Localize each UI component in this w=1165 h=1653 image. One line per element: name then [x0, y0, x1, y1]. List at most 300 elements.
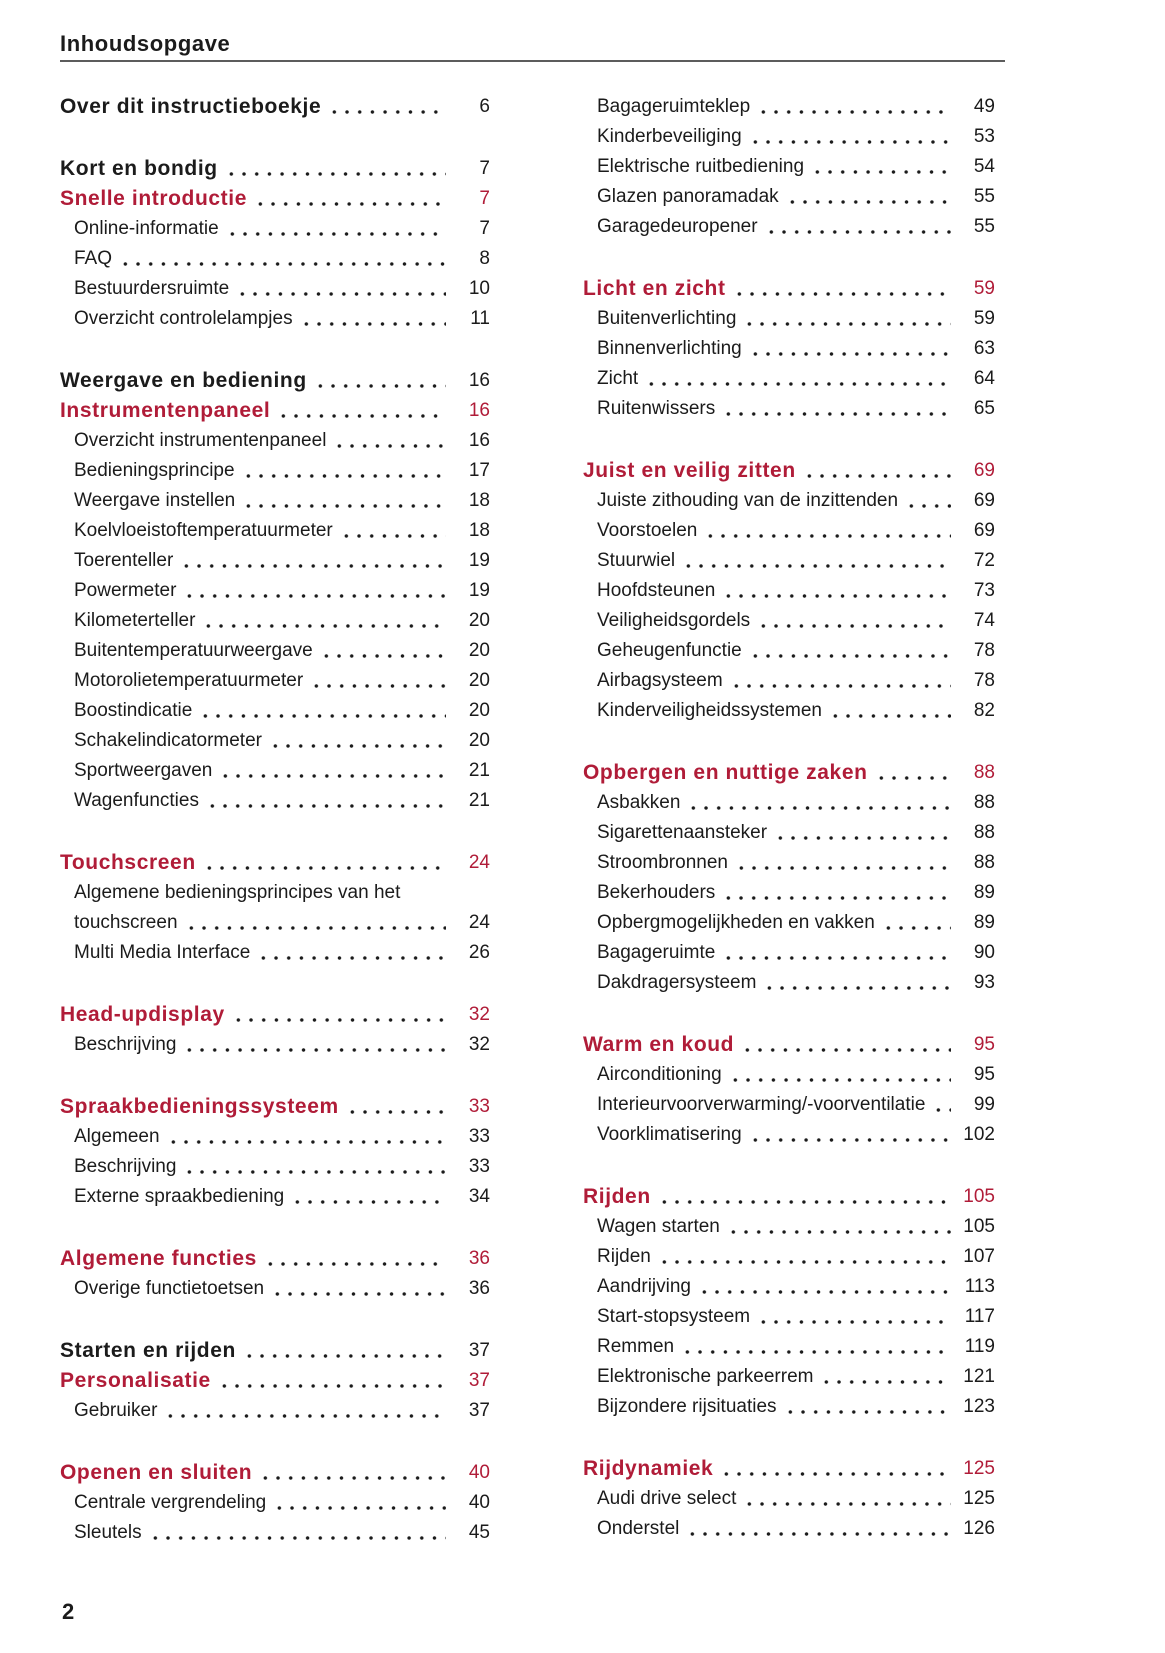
toc-entry-label: Starten en rijden: [60, 1339, 236, 1362]
toc-page-number: 99: [973, 1094, 995, 1115]
toc-entry-label: Powermeter: [74, 580, 177, 601]
toc-entry: [60, 1366, 490, 1396]
toc-page-number: 78: [973, 640, 995, 661]
toc-leader-dots: [730, 666, 951, 696]
toc-entry: [583, 576, 995, 606]
toc-entry-label: Start-stopsysteem: [597, 1306, 751, 1327]
toc-leader-dots: [202, 606, 446, 636]
toc-leader-dots: [219, 756, 446, 786]
toc-page-number: 121: [963, 1366, 995, 1387]
toc-entry-label: Glazen panoramadak: [597, 186, 779, 207]
toc-entry-label: Weergave en bediening: [60, 369, 307, 392]
toc-entry-label: Stuurwiel: [597, 550, 676, 571]
toc-leader-dots: [185, 908, 446, 938]
toc-page-number: 105: [963, 1216, 995, 1237]
toc-entry: [583, 152, 995, 182]
toc-entry-label: Rijden: [583, 1185, 651, 1208]
toc-entry-label: Kort en bondig: [60, 157, 218, 180]
toc-page-number: 37: [468, 1400, 490, 1421]
toc-entry-label: touchscreen: [74, 912, 178, 933]
toc-entry-label: Opbergmogelijkheden en vakken: [597, 912, 875, 933]
toc-entry-label: Algemene bedieningsprincipes van het: [74, 882, 401, 903]
toc-block: [60, 366, 490, 816]
toc-leader-dots: [749, 334, 951, 364]
toc-leader-dots: [681, 1332, 951, 1362]
toc-entry-label: Wagen starten: [597, 1216, 720, 1237]
toc-leader-dots: [743, 304, 951, 334]
toc-entry: [583, 1392, 995, 1422]
toc-block: [60, 154, 490, 334]
toc-entry-label: Elektronische parkeerrem: [597, 1366, 814, 1387]
toc-leader-dots: [259, 1458, 446, 1488]
toc-page-number: 73: [973, 580, 995, 601]
toc-page-number: 18: [468, 490, 490, 511]
toc-page-number: 95: [973, 1064, 995, 1085]
toc-page-number: 69: [973, 490, 995, 511]
toc-page-number: 82: [973, 700, 995, 721]
toc-entry: [583, 1120, 995, 1150]
toc-entry: [60, 366, 490, 396]
toc-page-number: 36: [468, 1278, 490, 1299]
toc-leader-dots: [786, 182, 951, 212]
toc-entry-label: Asbakken: [597, 792, 681, 813]
toc-entry-label: Spraakbedieningssysteem: [60, 1095, 339, 1118]
toc-page-number: 19: [468, 550, 490, 571]
toc-entry-label: Hoofdsteunen: [597, 580, 716, 601]
toc-leader-dots: [236, 274, 446, 304]
toc-entry-label: Sigarettenaansteker: [597, 822, 768, 843]
toc-entry-label: Dakdragersysteem: [597, 972, 757, 993]
toc-page-number: 20: [468, 700, 490, 721]
toc-page-number: 119: [964, 1336, 995, 1357]
toc-block: [60, 1000, 490, 1060]
toc-leader-dots: [218, 1366, 446, 1396]
toc-entry-label: Snelle introductie: [60, 187, 247, 210]
toc-entry-label: Multi Media Interface: [74, 942, 251, 963]
toc-entry-label: Overzicht controlelampjes: [74, 308, 293, 329]
toc-page-number: 125: [963, 1458, 995, 1479]
toc-page-number: 34: [468, 1186, 490, 1207]
toc-leader-dots: [749, 1120, 951, 1150]
toc-entry-label: Beschrijving: [74, 1156, 177, 1177]
toc-leader-dots: [720, 1454, 951, 1484]
toc-entry: [60, 244, 490, 274]
toc-block: [583, 92, 995, 242]
toc-entry-label: Airbagsysteem: [597, 670, 723, 691]
toc-leader-dots: [183, 576, 446, 606]
toc-entry: [583, 1242, 995, 1272]
toc-leader-dots: [757, 92, 951, 122]
toc-leader-dots: [743, 1484, 951, 1514]
toc-page-number: 37: [468, 1370, 490, 1391]
toc-entry-label: Externe spraakbediening: [74, 1186, 285, 1207]
toc-block: [60, 1336, 490, 1426]
toc-entry-label: Overzicht instrumentenpaneel: [74, 430, 327, 451]
toc-entry: [60, 848, 490, 878]
toc-entry: [60, 1092, 490, 1122]
toc-page-number: 88: [973, 762, 995, 783]
toc-leader-dots: [180, 546, 446, 576]
toc-entry-label: Beschrijving: [74, 1034, 177, 1055]
toc-entry-label: Opbergen en nuttige zaken: [583, 761, 868, 784]
toc-page-number: 74: [973, 610, 995, 631]
toc-leader-dots: [820, 1362, 951, 1392]
toc-entry-label: Personalisatie: [60, 1369, 211, 1392]
toc-page-number: 20: [468, 670, 490, 691]
toc-entry: [60, 1518, 490, 1548]
toc-entry: [60, 1336, 490, 1366]
toc-entry: [583, 606, 995, 636]
toc-leader-dots: [242, 486, 446, 516]
toc-entry: [583, 1302, 995, 1332]
toc-page-number: 69: [973, 520, 995, 541]
toc-page-number: 72: [973, 550, 995, 571]
toc-entry-label: Bestuurdersruimte: [74, 278, 230, 299]
toc-leader-dots: [932, 1090, 951, 1120]
toc-leader-dots: [206, 786, 446, 816]
toc-entry-label: Licht en zicht: [583, 277, 726, 300]
toc-entry-label: Zicht: [597, 368, 639, 389]
toc-entry-label: Buitentemperatuurweergave: [74, 640, 313, 661]
toc-leader-dots: [310, 666, 446, 696]
toc-entry: [60, 576, 490, 606]
toc-entry-label: Algemeen: [74, 1126, 160, 1147]
toc-entry: [60, 1000, 490, 1030]
toc-leader-dots: [704, 516, 951, 546]
toc-entry-label: Bedieningsprincipe: [74, 460, 235, 481]
toc-entry: [60, 274, 490, 304]
toc-leader-dots: [682, 546, 951, 576]
toc-leader-dots: [757, 1302, 951, 1332]
toc-page-number: 24: [468, 912, 490, 933]
toc-leader-dots: [164, 1396, 446, 1426]
toc-entry-label: Schakelindicatormeter: [74, 730, 262, 751]
toc-leader-dots: [203, 848, 446, 878]
toc-entry: [583, 696, 995, 726]
toc-entry-label: Wagenfuncties: [74, 790, 199, 811]
toc-entry: [60, 426, 490, 456]
toc-leader-dots: [722, 938, 951, 968]
toc-entry: [583, 1090, 995, 1120]
toc-entry-label: Koelvloeistoftemperatuurmeter: [74, 520, 333, 541]
toc-leader-dots: [346, 1092, 446, 1122]
toc-page-number: 88: [973, 852, 995, 873]
toc-leader-dots: [882, 908, 951, 938]
toc-page-number: 55: [973, 186, 995, 207]
toc-entry-label: Bekerhouders: [597, 882, 716, 903]
toc-entry: [60, 304, 490, 334]
toc-entry-label: Aandrijving: [597, 1276, 691, 1297]
title-underline-rule: [60, 60, 1005, 62]
toc-page-number: 113: [964, 1276, 995, 1297]
toc-page-number: 117: [964, 1306, 995, 1327]
toc-page-number: 88: [973, 792, 995, 813]
toc-entry-label: Warm en koud: [583, 1033, 735, 1056]
page-title: Inhoudsopgave: [60, 31, 231, 56]
toc-page-number: 65: [973, 398, 995, 419]
toc-entry: [60, 878, 490, 908]
toc-entry: [583, 1362, 995, 1392]
toc-column-right: [583, 92, 995, 1544]
toc-entry-label: Geheugenfunctie: [597, 640, 742, 661]
toc-block: [583, 1454, 995, 1544]
toc-page-number: 21: [468, 760, 490, 781]
toc-entry-label: Weergave instellen: [74, 490, 236, 511]
toc-entry: [60, 726, 490, 756]
toc-entry-label: Kilometerteller: [74, 610, 196, 631]
toc-entry-label: Remmen: [597, 1336, 675, 1357]
toc-leader-dots: [333, 426, 446, 456]
toc-page-number: 20: [468, 640, 490, 661]
toc-entry: [583, 1272, 995, 1302]
toc-entry: [60, 1458, 490, 1488]
toc-entry-label: Bijzondere rijsituaties: [597, 1396, 777, 1417]
toc-entry-label: Openen en sluiten: [60, 1461, 253, 1484]
toc-leader-dots: [722, 878, 951, 908]
toc-entry: [583, 1484, 995, 1514]
toc-entry-label: Juist en veilig zitten: [583, 459, 796, 482]
toc-page-number: 7: [479, 218, 490, 239]
toc-page-number: 20: [468, 610, 490, 631]
toc-entry-label: Elektrische ruitbediening: [597, 156, 805, 177]
toc-page-number: 123: [963, 1396, 995, 1417]
toc-entry: [60, 606, 490, 636]
toc-entry-label: Onderstel: [597, 1518, 680, 1539]
toc-leader-dots: [269, 726, 446, 756]
toc-page-number: 6: [479, 96, 490, 117]
toc-page-number: 16: [468, 370, 490, 391]
toc-page-number: 69: [973, 460, 995, 481]
toc-page-number: 19: [468, 580, 490, 601]
toc-page-number: 18: [468, 520, 490, 541]
toc-entry-label: Garagedeuropener: [597, 216, 758, 237]
toc-entry-label: Kinderveiligheidssystemen: [597, 700, 822, 721]
toc-entry: [583, 788, 995, 818]
toc-entry: [583, 304, 995, 334]
toc-page-number: 33: [468, 1126, 490, 1147]
toc-entry: [60, 786, 490, 816]
toc-page-number: 45: [468, 1522, 490, 1543]
toc-page-number: 53: [973, 126, 995, 147]
toc-page-number: 59: [973, 278, 995, 299]
toc-leader-dots: [264, 1244, 446, 1274]
toc-leader-dots: [875, 758, 951, 788]
toc-page-number: 93: [973, 972, 995, 993]
toc-page-number: 102: [963, 1124, 995, 1145]
toc-page-number: 126: [963, 1518, 995, 1539]
toc-entry-label: Over dit instructieboekje: [60, 95, 322, 118]
toc-page-number: 16: [468, 400, 490, 421]
toc-entry: [60, 456, 490, 486]
toc-entry-label: Airconditioning: [597, 1064, 722, 1085]
toc-entry: [583, 274, 995, 304]
toc-entry-label: Voorstoelen: [597, 520, 698, 541]
toc-leader-dots: [698, 1272, 951, 1302]
toc-entry: [583, 1182, 995, 1212]
toc-page-number: 24: [468, 852, 490, 873]
toc-page-number: 125: [963, 1488, 995, 1509]
toc-entry: [583, 908, 995, 938]
toc-entry-label: Gebruiker: [74, 1400, 158, 1421]
toc-page-number: 33: [468, 1156, 490, 1177]
toc-page-number: 17: [468, 460, 490, 481]
toc-leader-dots: [271, 1274, 446, 1304]
toc-entry: [60, 516, 490, 546]
toc-entry-label: Kinderbeveiliging: [597, 126, 742, 147]
toc-leader-dots: [257, 938, 446, 968]
toc-leader-dots: [905, 486, 951, 516]
toc-block: [583, 274, 995, 424]
toc-page-number: 89: [973, 882, 995, 903]
toc-page-number: 40: [468, 1492, 490, 1513]
toc-entry-label: Touchscreen: [60, 851, 196, 874]
toc-entry: [583, 666, 995, 696]
toc-entry: [583, 546, 995, 576]
toc-leader-dots: [733, 274, 951, 304]
toc-leader-dots: [149, 1518, 446, 1548]
toc-entry: [583, 456, 995, 486]
toc-page-number: 11: [470, 308, 490, 329]
toc-entry: [60, 756, 490, 786]
toc-page-number: 107: [963, 1246, 995, 1267]
toc-leader-dots: [183, 1152, 446, 1182]
toc-entry: [583, 848, 995, 878]
toc-entry: [583, 182, 995, 212]
toc-entry: [60, 214, 490, 244]
toc-leader-dots: [242, 456, 446, 486]
toc-page-number: 89: [973, 912, 995, 933]
toc-leader-dots: [243, 1336, 446, 1366]
toc-entry-label: Toerenteller: [74, 550, 174, 571]
toc-entry-label: Centrale vergrendeling: [74, 1492, 267, 1513]
toc-page-number: 21: [468, 790, 490, 811]
toc-page-number: 32: [468, 1034, 490, 1055]
toc-leader-dots: [645, 364, 951, 394]
toc-entry: [60, 184, 490, 214]
toc-block: [60, 1244, 490, 1304]
toc-leader-dots: [757, 606, 951, 636]
toc-leader-dots: [314, 366, 446, 396]
toc-page-number: 105: [963, 1186, 995, 1207]
toc-leader-dots: [741, 1030, 951, 1060]
toc-entry: [583, 1514, 995, 1544]
toc-entry-label: FAQ: [74, 248, 113, 269]
toc-entry: [60, 908, 490, 938]
toc-page-number: 16: [468, 430, 490, 451]
toc-entry: [583, 516, 995, 546]
toc-leader-dots: [658, 1242, 951, 1272]
toc-page-number: 90: [973, 942, 995, 963]
toc-page-number: 49: [973, 96, 995, 117]
toc-column-left: [60, 92, 490, 1548]
toc-entry-label: Juiste zithouding van de inzittenden: [597, 490, 899, 511]
toc-entry: [583, 1454, 995, 1484]
toc-leader-dots: [328, 92, 446, 122]
toc-page-number: 26: [468, 942, 490, 963]
toc-block: [583, 456, 995, 726]
toc-entry: [583, 1060, 995, 1090]
toc-leader-dots: [829, 696, 951, 726]
toc-entry: [60, 486, 490, 516]
toc-entry: [583, 938, 995, 968]
toc-leader-dots: [749, 636, 951, 666]
toc-page-number: 7: [479, 188, 490, 209]
toc-leader-dots: [254, 184, 446, 214]
toc-entry-label: Ruitenwissers: [597, 398, 716, 419]
toc-leader-dots: [722, 576, 951, 606]
toc-leader-dots: [119, 244, 446, 274]
toc-entry-label: Sleutels: [74, 1522, 142, 1543]
toc-page-number: 32: [468, 1004, 490, 1025]
toc-leader-dots: [774, 818, 951, 848]
toc-entry-label: Motorolietemperatuurmeter: [74, 670, 304, 691]
toc-page-number: 88: [973, 822, 995, 843]
toc-page-number: 10: [468, 278, 490, 299]
toc-leader-dots: [729, 1060, 951, 1090]
toc-leader-dots: [273, 1488, 446, 1518]
footer-page-number: 2: [62, 1599, 75, 1624]
toc-entry: [583, 758, 995, 788]
toc-entry: [60, 1152, 490, 1182]
toc-leader-dots: [225, 154, 446, 184]
toc-entry: [60, 92, 490, 122]
toc-block: [583, 1182, 995, 1422]
toc-leader-dots: [803, 456, 951, 486]
toc-entry: [583, 1030, 995, 1060]
toc-page-number: 55: [973, 216, 995, 237]
toc-page-number: 33: [468, 1096, 490, 1117]
toc-entry-label: Interieurvoorverwarming/-voorventilatie: [597, 1094, 926, 1115]
toc-block: [583, 1030, 995, 1150]
toc-leader-dots: [765, 212, 951, 242]
toc-page-number: 63: [973, 338, 995, 359]
toc-leader-dots: [658, 1182, 951, 1212]
toc-entry: [583, 1212, 995, 1242]
toc-leader-dots: [763, 968, 951, 998]
toc-entry-label: Rijden: [597, 1246, 651, 1267]
toc-entry: [60, 1274, 490, 1304]
toc-leader-dots: [199, 696, 446, 726]
toc-leader-dots: [277, 396, 446, 426]
toc-entry: [583, 968, 995, 998]
toc-block: [60, 1458, 490, 1548]
toc-page-number: 36: [468, 1248, 490, 1269]
toc-page-number: 20: [468, 730, 490, 751]
toc-page-number: 37: [468, 1340, 490, 1361]
toc-entry-label: Stroombronnen: [597, 852, 728, 873]
toc-block: [60, 848, 490, 968]
toc-entry: [60, 1122, 490, 1152]
toc-entry-label: Sportweergaven: [74, 760, 213, 781]
toc-entry: [60, 666, 490, 696]
toc-entry-label: Buitenverlichting: [597, 308, 737, 329]
toc-leader-dots: [291, 1182, 446, 1212]
toc-entry-label: Boostindicatie: [74, 700, 193, 721]
toc-entry: [583, 818, 995, 848]
toc-entry: [60, 1244, 490, 1274]
toc-leader-dots: [722, 394, 951, 424]
toc-entry: [60, 154, 490, 184]
toc-entry-label: Online-informatie: [74, 218, 219, 239]
toc-entry: [583, 1332, 995, 1362]
toc-page-number: 7: [479, 158, 490, 179]
toc-page-number: 64: [973, 368, 995, 389]
toc-page-number: 40: [468, 1462, 490, 1483]
toc-entry: [583, 878, 995, 908]
toc-page-number: 78: [973, 670, 995, 691]
toc-entry: [60, 1182, 490, 1212]
toc-entry-label: Instrumentenpaneel: [60, 399, 271, 422]
